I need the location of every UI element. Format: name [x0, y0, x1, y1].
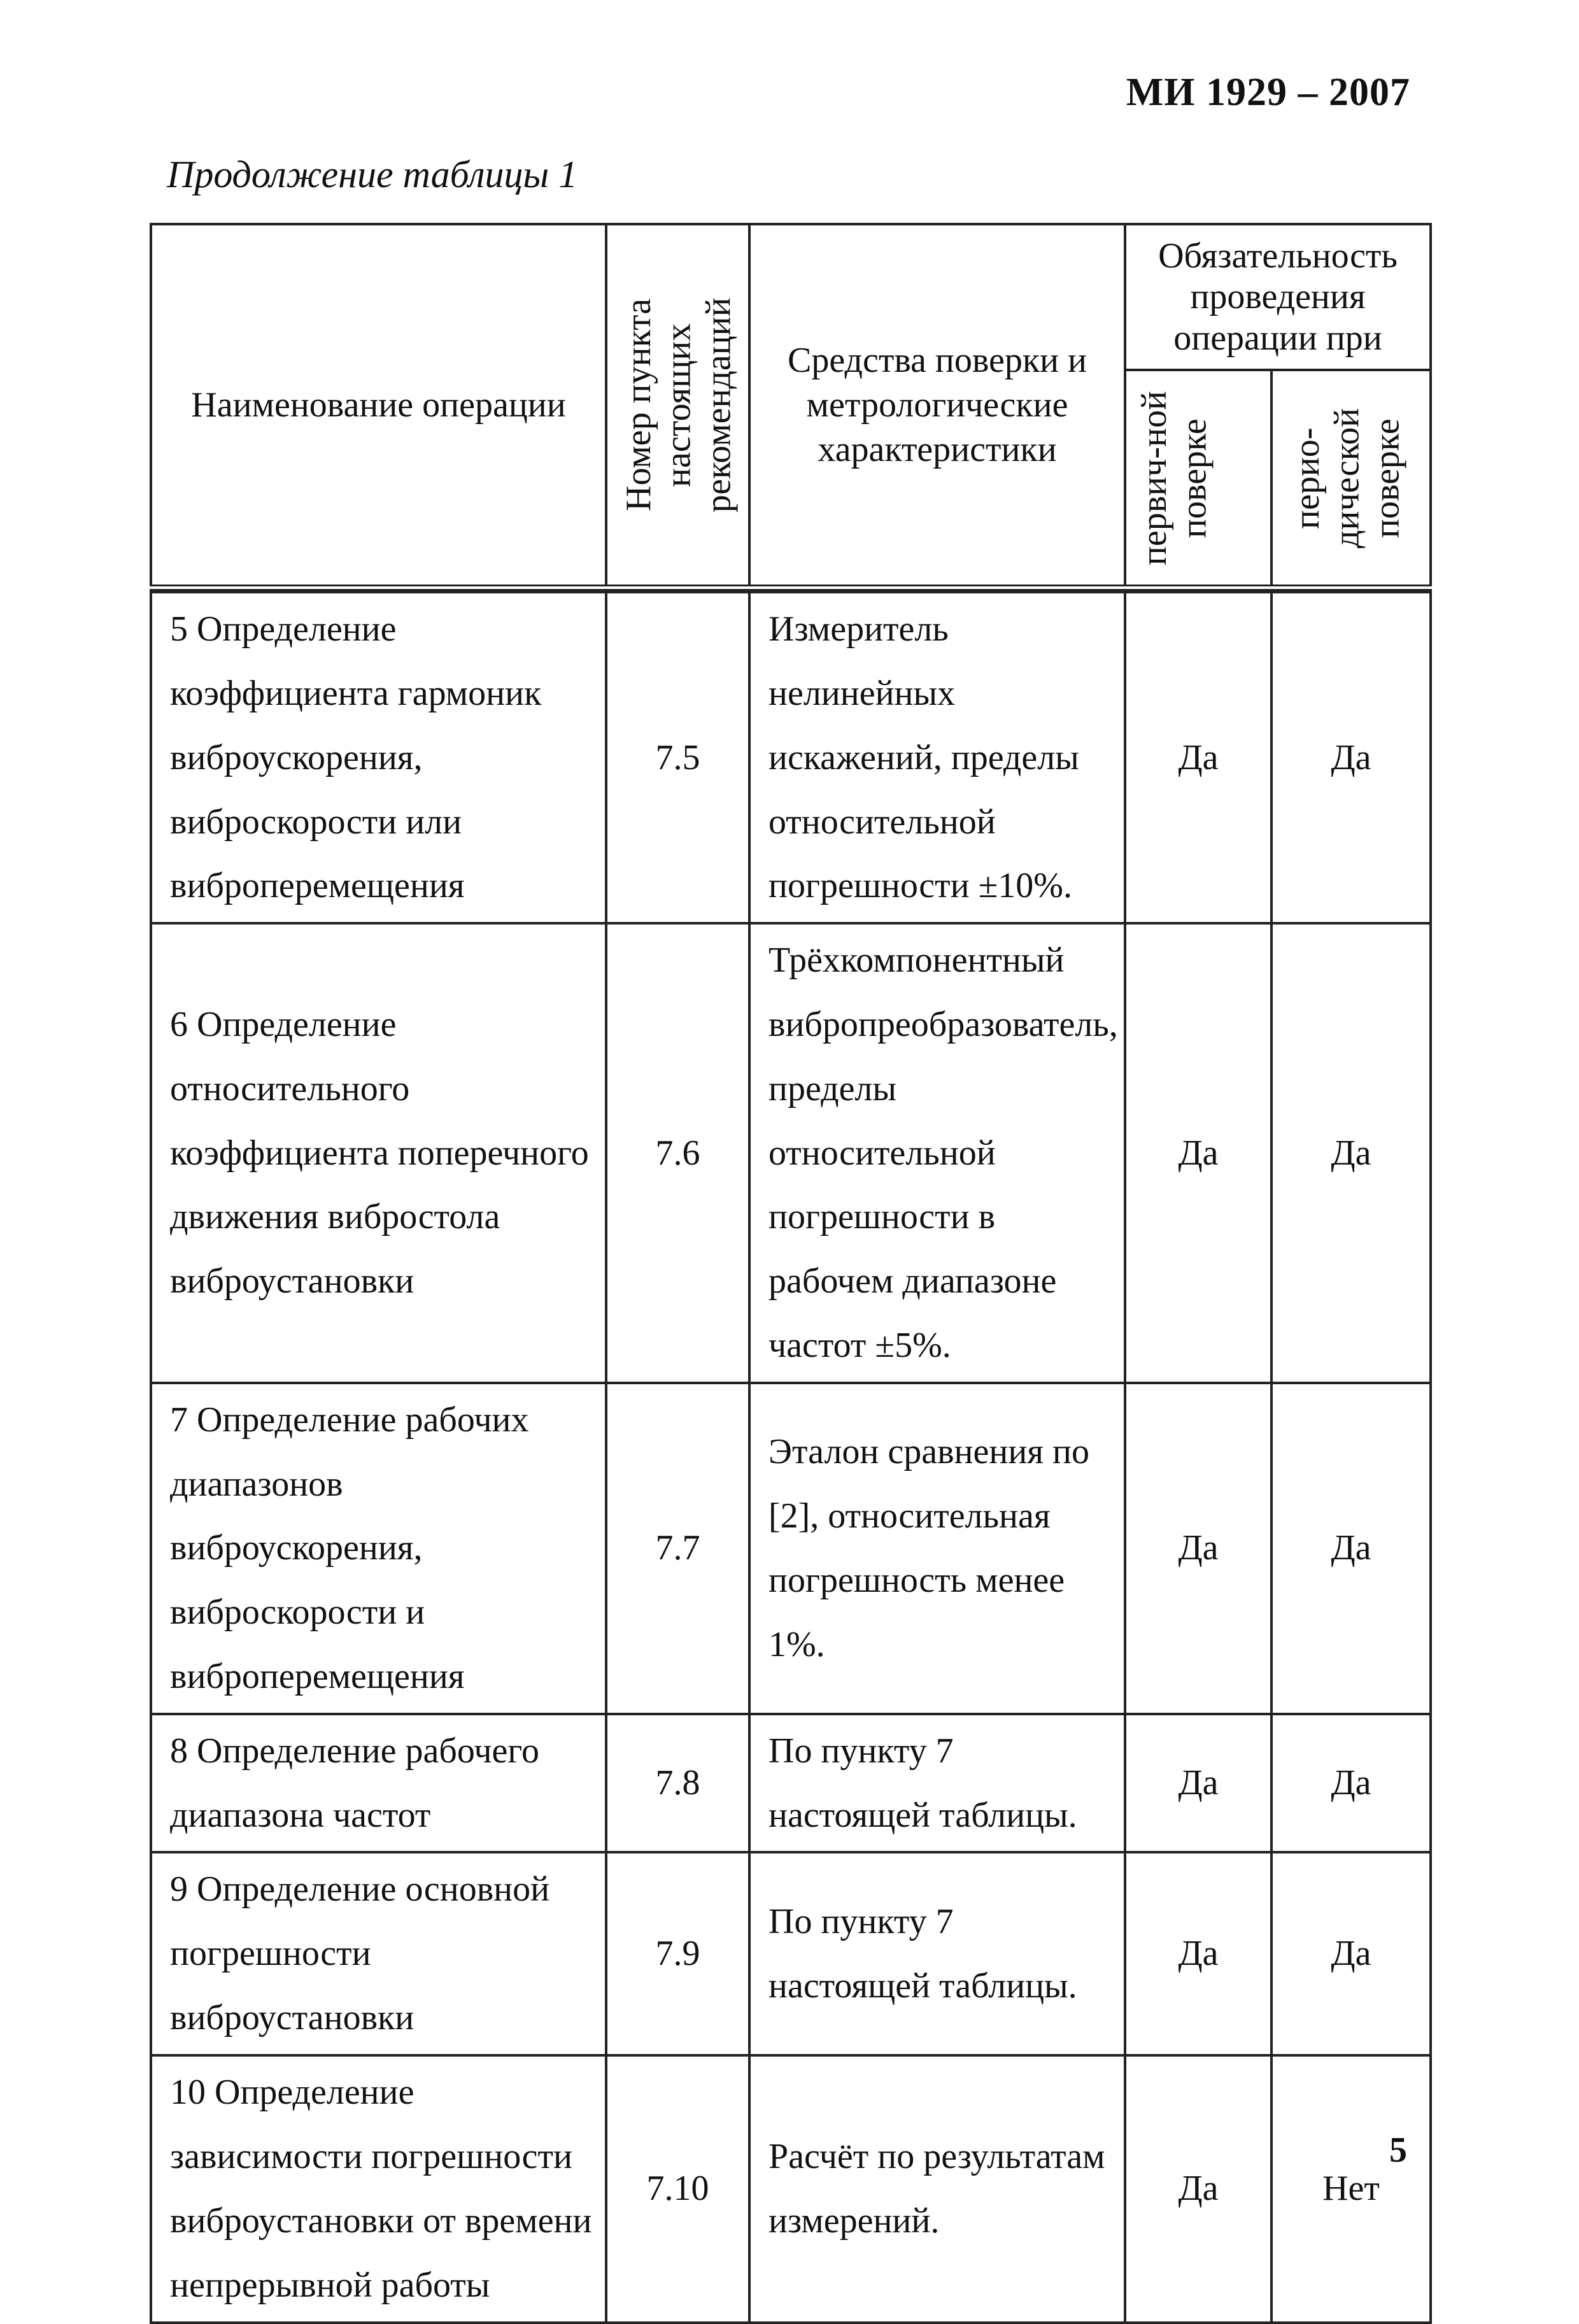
row-verification-tools: По пункту 7 настоящей таблицы.: [749, 1714, 1125, 1853]
row-clause-number: 7.6: [606, 923, 749, 1383]
header-verification-tools: Средства поверки и метрологические характеристики: [749, 224, 1125, 588]
row-operation-name: 5 Определение коэффициента гармоник виброускорения, виброскорости или виброперемещения: [151, 592, 606, 923]
row-operation-name: 9 Определение основной погрешности виброустановки: [151, 1852, 606, 2055]
row-operation-name: 8 Определение рабочего диапазона частот: [151, 1714, 606, 1853]
row-operation-name: 10 Определение зависимости погрешности виброустановки от времени непрерывной работы: [151, 2055, 606, 2323]
header-primary-verification: [1125, 370, 1271, 588]
row-clause-number: 7.10: [606, 2055, 749, 2323]
header-periodic-verification: [1271, 370, 1431, 588]
row-verification-tools: Эталон сравнения по [2], относительная погрешность менее 1%.: [749, 1383, 1125, 1714]
row-periodic-verification: Да: [1271, 1714, 1431, 1853]
row-periodic-verification: Да: [1271, 923, 1431, 1383]
table-row: [151, 592, 1431, 923]
row-periodic-verification: Да: [1271, 1383, 1431, 1714]
row-verification-tools: По пункту 7 настоящей таблицы.: [749, 1852, 1125, 2055]
header-clause-number: [606, 224, 749, 588]
page-number: 5: [1389, 2130, 1407, 2170]
row-operation-name: 6 Определение относительного коэффициента поперечного движения вибростола виброустановки: [151, 923, 606, 1383]
row-primary-verification: Да: [1125, 1383, 1271, 1714]
row-verification-tools: Расчёт по результатам измерений.: [749, 2055, 1125, 2323]
table-row: [151, 1714, 1431, 1853]
header-obligation: Обязательность проведения операции при: [1125, 224, 1431, 370]
row-clause-number: 7.7: [606, 1383, 749, 1714]
table-caption: Продолжение таблицы 1: [167, 153, 578, 195]
header-primary-verification-text: первич-ной поверке: [1135, 390, 1214, 565]
row-primary-verification: Да: [1125, 592, 1271, 923]
header-periodic-verification-text: перио-дической поверке: [1287, 407, 1407, 548]
row-periodic-verification: Нет: [1271, 2055, 1431, 2323]
header-operation-name: Наименование операции: [151, 224, 606, 588]
table-row: [151, 1852, 1431, 2055]
row-clause-number: 7.5: [606, 592, 749, 923]
table-row: [151, 1383, 1431, 1714]
row-periodic-verification: Да: [1271, 1852, 1431, 2055]
table-row: [151, 2055, 1431, 2323]
row-primary-verification: Да: [1125, 2055, 1271, 2323]
row-primary-verification: Да: [1125, 1714, 1271, 1853]
row-primary-verification: Да: [1125, 1852, 1271, 2055]
header-separator: [151, 588, 1431, 592]
row-verification-tools: Трёхкомпонентный вибропреобразователь, пределы относительной погрешности в рабочем диапазоне частот ±5%.: [749, 923, 1125, 1383]
row-clause-number: 7.8: [606, 1714, 749, 1853]
document-code: МИ 1929 – 2007: [1126, 71, 1410, 114]
row-verification-tools: Измеритель нелинейных искажений, пределы относительной погрешности ±10%.: [749, 592, 1125, 923]
row-primary-verification: Да: [1125, 923, 1271, 1383]
row-clause-number: 7.9: [606, 1852, 749, 2055]
row-periodic-verification: Да: [1271, 592, 1431, 923]
operations-table: [150, 223, 1432, 2324]
table-row: [151, 923, 1431, 1383]
header-clause-number-text: Номер пункта настоящих рекомендаций: [619, 297, 739, 513]
row-operation-name: 7 Определение рабочих диапазонов виброускорения, виброскорости и виброперемещения: [151, 1383, 606, 1714]
